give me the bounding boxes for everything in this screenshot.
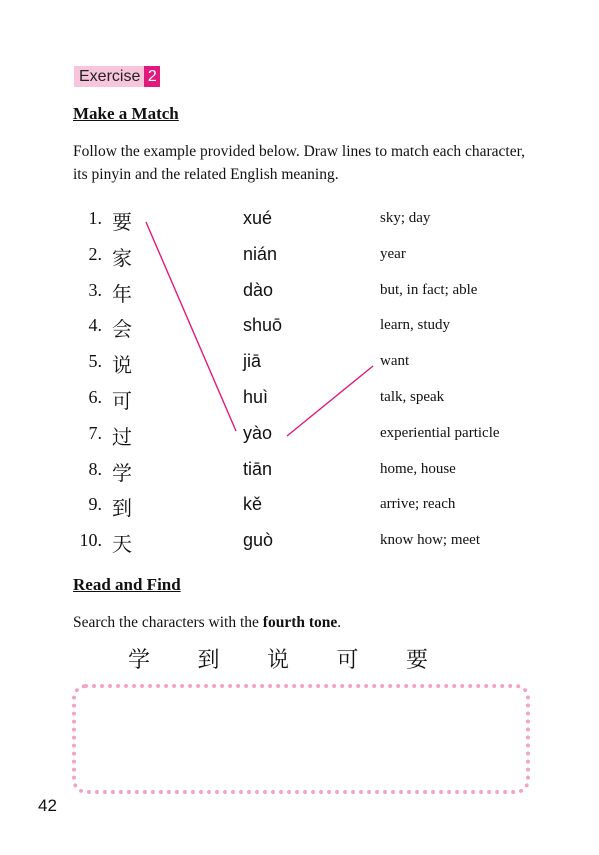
row-number[interactable]: 8. xyxy=(88,458,102,479)
match-row xyxy=(0,206,599,236)
row-english[interactable]: know how; meet xyxy=(380,532,480,549)
row-pinyin[interactable]: tiān xyxy=(243,458,273,479)
find-instructions-prefix: Search the characters with the xyxy=(73,614,263,631)
row-character[interactable]: 说 xyxy=(112,353,132,378)
row-pinyin[interactable]: guò xyxy=(243,530,274,551)
row-english[interactable]: but, in fact; able xyxy=(380,281,478,298)
row-character[interactable]: 到 xyxy=(112,496,132,521)
find-instructions-bold: fourth tone xyxy=(262,614,338,631)
exercise-number: 2 xyxy=(144,66,160,87)
match-row xyxy=(0,313,599,343)
row-character[interactable]: 过 xyxy=(112,424,132,449)
row-english[interactable]: year xyxy=(380,245,406,262)
match-row xyxy=(0,492,599,522)
match-row xyxy=(0,242,599,272)
find-character[interactable]: 学 xyxy=(128,648,151,673)
match-row xyxy=(0,457,599,487)
row-pinyin[interactable]: xué xyxy=(243,208,273,228)
row-number[interactable]: 6. xyxy=(88,387,102,407)
find-character[interactable]: 到 xyxy=(197,648,220,673)
match-instructions: Follow the example provided below. Draw lines to match each character, its pinyin and the related English meaning. xyxy=(73,143,526,183)
row-number[interactable]: 3. xyxy=(88,279,102,300)
row-character[interactable]: 家 xyxy=(112,245,132,270)
section-title-make-a-match: Make a Match xyxy=(73,104,179,123)
row-pinyin[interactable]: nián xyxy=(243,243,278,264)
find-character[interactable]: 可 xyxy=(336,648,359,673)
row-pinyin[interactable]: shuō xyxy=(243,315,283,336)
match-row xyxy=(0,349,599,379)
row-english[interactable]: want xyxy=(380,353,410,370)
match-row xyxy=(0,528,599,558)
match-row xyxy=(0,385,599,415)
match-row xyxy=(0,278,599,308)
row-character[interactable]: 天 xyxy=(112,532,132,557)
row-number[interactable]: 4. xyxy=(88,315,102,336)
row-number[interactable]: 2. xyxy=(88,243,102,264)
row-character[interactable]: 要 xyxy=(112,210,132,234)
row-pinyin[interactable]: yào xyxy=(243,422,273,443)
row-pinyin[interactable]: jiā xyxy=(243,351,262,372)
row-character[interactable]: 可 xyxy=(112,389,132,413)
row-pinyin[interactable]: huì xyxy=(243,387,269,407)
row-number[interactable]: 5. xyxy=(88,351,102,372)
row-number[interactable]: 7. xyxy=(88,422,102,443)
row-number[interactable]: 1. xyxy=(88,208,102,228)
exercise-label: Exercise xyxy=(74,66,144,87)
row-character[interactable]: 学 xyxy=(112,460,132,485)
page-number: 42 xyxy=(38,796,57,815)
find-character[interactable]: 要 xyxy=(405,648,428,673)
row-english[interactable]: arrive; reach xyxy=(380,496,456,513)
section-title-read-and-find: Read and Find xyxy=(73,575,181,594)
row-pinyin[interactable]: dào xyxy=(243,279,274,300)
find-character[interactable]: 说 xyxy=(266,648,289,673)
answer-box[interactable] xyxy=(72,684,530,794)
row-character[interactable]: 年 xyxy=(112,281,132,306)
row-english[interactable]: learn, study xyxy=(380,317,450,334)
row-english[interactable]: talk, speak xyxy=(380,389,445,405)
find-instructions xyxy=(73,611,525,634)
row-english[interactable]: sky; day xyxy=(380,210,431,226)
row-number[interactable]: 9. xyxy=(88,494,102,515)
exercise-tag xyxy=(74,66,160,87)
row-number[interactable]: 10. xyxy=(79,530,102,551)
row-english[interactable]: experiential particle xyxy=(380,424,500,441)
row-pinyin[interactable]: kě xyxy=(243,494,263,515)
find-characters xyxy=(128,643,428,674)
find-instructions-suffix: . xyxy=(337,614,342,631)
match-row xyxy=(0,421,599,451)
row-character[interactable]: 会 xyxy=(112,317,132,342)
row-english[interactable]: home, house xyxy=(380,460,456,477)
